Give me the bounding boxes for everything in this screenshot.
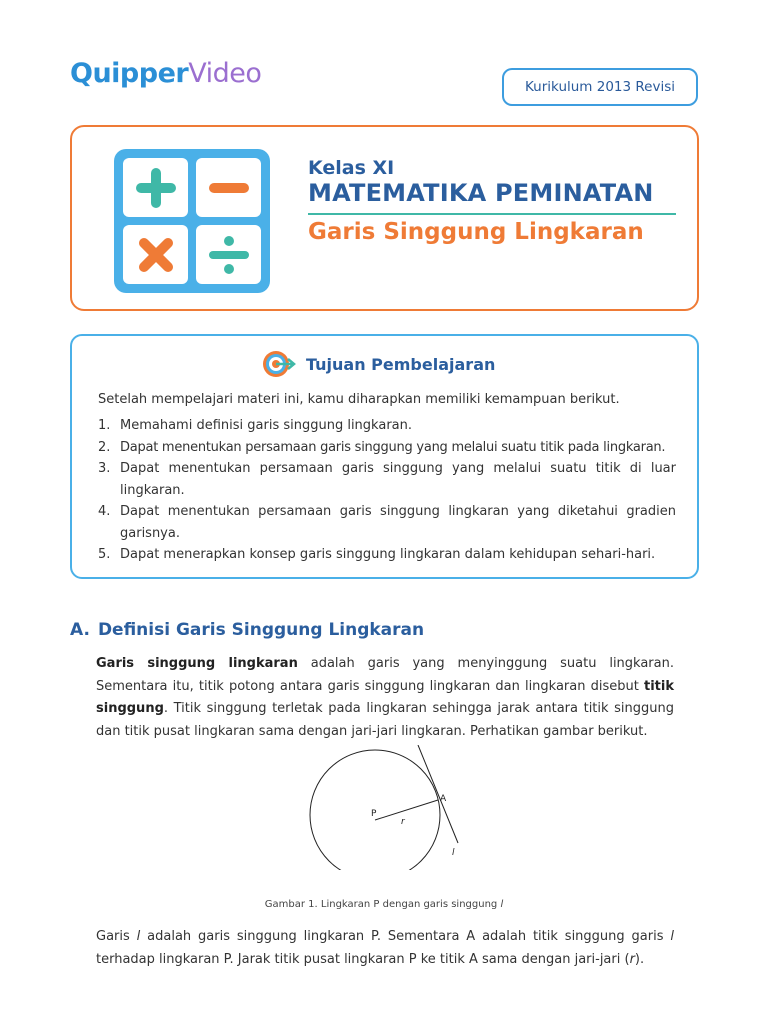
section-heading: Definisi Garis Singgung Lingkaran	[97, 620, 425, 640]
paragraph-text: ).	[634, 951, 645, 967]
objectives-title: Tujuan Pembelajaran	[306, 354, 496, 374]
explanation-paragraph	[96, 926, 674, 971]
tangent-line-l	[418, 745, 458, 843]
list-number: 4.	[98, 504, 111, 519]
term-bold: Garis singgung lingkaran	[96, 656, 298, 671]
minus-icon	[196, 158, 261, 217]
caption-italic: l	[500, 899, 504, 910]
italic-l: l	[136, 929, 141, 944]
class-label: Kelas XI	[308, 157, 395, 179]
list-text: Dapat menentukan persamaan garis singgung yang melalui suatu titik pada lingkaran.	[120, 439, 666, 455]
definition-paragraph	[96, 653, 674, 743]
list-item	[98, 544, 676, 566]
paragraph-text: adalah garis singgung lingkaran P. Sementara A adalah titik singgung garis	[140, 929, 671, 944]
logo-quipper-text: Quipper	[70, 58, 189, 89]
curriculum-badge: Kurikulum 2013 Revisi	[502, 68, 698, 106]
objectives-box	[70, 334, 699, 579]
list-item	[98, 458, 676, 501]
quipper-video-logo	[70, 58, 261, 89]
list-number: 2.	[98, 439, 111, 455]
target-icon	[262, 348, 296, 380]
list-number: 3.	[98, 461, 111, 476]
label-r: r	[401, 817, 405, 827]
logo-video-text: Video	[188, 58, 262, 89]
caption-text: Gambar 1. Lingkaran P dengan garis singgung	[264, 899, 501, 910]
title-divider	[308, 213, 676, 215]
label-l: l	[452, 848, 455, 858]
circle-tangent-figure	[290, 745, 480, 870]
list-text: Dapat menentukan persamaan garis singgung lingkaran yang diketahui gradien garisnya.	[120, 504, 676, 541]
list-item	[98, 437, 676, 459]
list-text: Dapat menerapkan konsep garis singgung lingkaran dalam kehidupan sehari-hari.	[120, 547, 656, 562]
list-number: 5.	[98, 547, 111, 562]
subject-title: MATEMATIKA PEMINATAN	[308, 179, 654, 207]
list-item	[98, 501, 676, 544]
italic-r: r	[629, 951, 635, 967]
list-number: 1.	[98, 418, 111, 433]
section-letter: A.	[70, 620, 90, 640]
term-bold: titik singgung	[96, 678, 674, 716]
list-item	[98, 415, 676, 437]
times-icon	[123, 225, 188, 284]
label-p: P	[371, 809, 377, 819]
list-text: Memahami definisi garis singgung lingkaran.	[120, 418, 412, 433]
title-card	[70, 125, 699, 311]
list-text: Dapat menentukan persamaan garis singgung yang melalui suatu titik di luar lingkaran.	[120, 461, 676, 498]
objectives-header	[262, 348, 495, 380]
figure-caption	[0, 899, 768, 910]
italic-l: l	[670, 929, 674, 944]
paragraph-text: . Titik singgung terletak pada lingkaran sehingga jarak antara titik singgung dan titik pusat lingkaran sama dengan jari-jari lingkaran. Perhatikan gambar berikut.	[96, 701, 674, 739]
paragraph-text: terhadap lingkaran P. Jarak titik pusat lingkaran P ke titik A sama dengan jari-jari (	[96, 951, 630, 967]
objectives-intro: Setelah mempelajari materi ini, kamu diharapkan memiliki kemampuan berikut.	[98, 392, 620, 407]
label-a: A	[440, 794, 447, 804]
divide-icon	[196, 225, 261, 284]
radius-line	[375, 800, 438, 820]
paragraph-text: adalah garis yang menyinggung suatu lingkaran. Sementara itu, titik potong antara garis singgung lingkaran dan lingkaran disebut	[96, 656, 674, 694]
calculator-icon	[114, 149, 270, 293]
plus-icon	[123, 158, 188, 217]
paragraph-text: Garis	[96, 929, 137, 944]
topic-title: Garis Singgung Lingkaran	[308, 219, 644, 245]
section-title	[70, 620, 424, 640]
objectives-list	[98, 415, 676, 566]
